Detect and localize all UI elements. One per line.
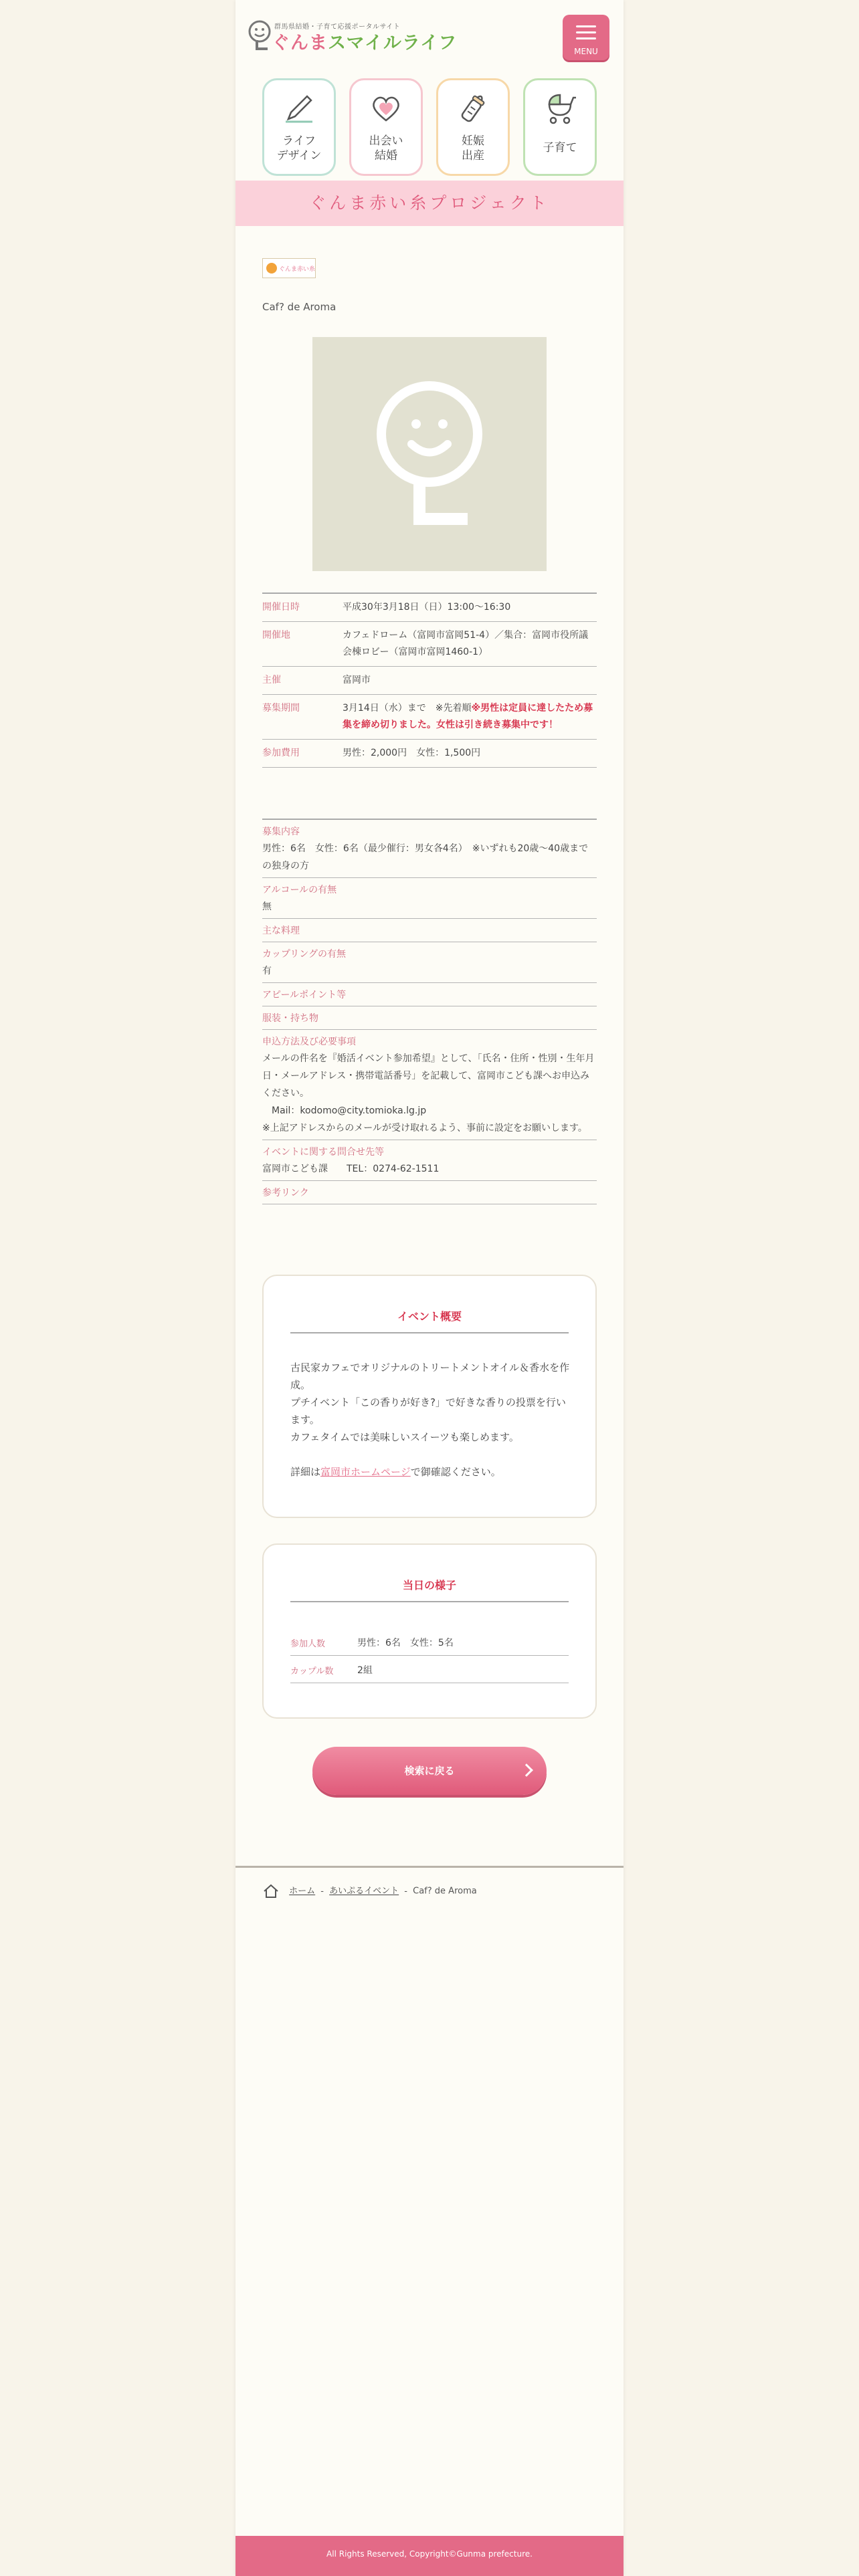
menu-label: MENU bbox=[574, 47, 598, 56]
info-label: 主催 bbox=[262, 675, 281, 685]
category-label: ライフ デザイン bbox=[276, 134, 322, 163]
detail-text: 富岡市こども課 TEL：0274-62-1511 bbox=[262, 1164, 440, 1174]
overview-text: 古民家カフェでオリジナルのトリートメントオイル＆香水を作成。 プチイベント「この香りが好き?」で好きな香りの投票を行います。 カフェタイムでは美味しいスイーツも楽しめます。 詳細は富岡市ホームページで御確認ください。 bbox=[290, 1362, 570, 1478]
page bbox=[235, 0, 624, 2576]
project-badge: ぐんま赤い糸 bbox=[262, 258, 316, 278]
detail-heading: 募集内容 bbox=[262, 827, 300, 837]
menu-button[interactable] bbox=[563, 15, 609, 60]
pencil-icon bbox=[280, 90, 318, 127]
category-label: 出会い 結婚 bbox=[369, 134, 403, 163]
info-value: 富岡市 bbox=[343, 675, 371, 685]
breadcrumb-current: Caf? de Aroma bbox=[413, 1886, 477, 1897]
site-tagline: 群馬県結婚・子育て応援ポータルサイト bbox=[274, 23, 401, 31]
detail-alcohol bbox=[262, 878, 597, 919]
breadcrumb-home-link[interactable]: ホーム bbox=[289, 1886, 316, 1897]
detail-dress bbox=[262, 1006, 597, 1030]
category-meeting-marriage[interactable] bbox=[349, 78, 423, 176]
info-row-venue bbox=[262, 622, 597, 667]
detail-heading: 主な料理 bbox=[262, 926, 300, 936]
event-details-list bbox=[262, 819, 597, 1204]
divider bbox=[290, 1332, 569, 1333]
report-label: 参加人数 bbox=[290, 1639, 326, 1649]
home-icon bbox=[262, 1883, 280, 1899]
detail-heading: イベントに関する問合せ先等 bbox=[262, 1147, 384, 1158]
tomioka-city-link[interactable]: 富岡市ホームページ bbox=[320, 1466, 411, 1478]
page-title: ぐんま赤い糸プロジェクト bbox=[235, 181, 624, 226]
detail-text: メールの件名を『婚活イベント参加希望』として、「氏名・住所・性別・生年月日・メールアドレス・携帯電話番号」を記載して、富岡市こども課へお申込みください。 Mail：kodomo@city.tomioka.lg.jp ※上記アドレスからのメールが受け取れるよう、事前に設定をお願いします。 bbox=[262, 1053, 595, 1134]
info-row-fee bbox=[262, 740, 597, 768]
info-value: 男性：2,000円 女性：1,500円 bbox=[343, 748, 481, 758]
event-photo-placeholder bbox=[312, 337, 547, 571]
badge-heart-icon bbox=[266, 263, 277, 274]
detail-heading: カップリングの有無 bbox=[262, 949, 347, 960]
report-row-couples bbox=[290, 1656, 569, 1683]
info-row-organizer bbox=[262, 667, 597, 695]
back-to-search-button[interactable] bbox=[312, 1747, 547, 1795]
hamburger-icon bbox=[576, 25, 596, 43]
site-footer bbox=[235, 2536, 624, 2576]
baby-bottle-icon bbox=[454, 90, 492, 127]
detail-appeal bbox=[262, 983, 597, 1006]
stroller-icon bbox=[541, 90, 579, 127]
smile-logo-icon bbox=[248, 20, 272, 51]
category-label: 子育て bbox=[543, 141, 577, 154]
detail-text: 有 bbox=[262, 966, 272, 976]
detail-links bbox=[262, 1181, 597, 1204]
detail-heading: 申込方法及び必要事項 bbox=[262, 1037, 356, 1047]
info-value: カフェドローム（富岡市富岡51-4）／集合：富岡市役所議会棟ロビー（富岡市富岡1460-1） bbox=[343, 630, 589, 657]
detail-food bbox=[262, 919, 597, 942]
category-nav bbox=[262, 78, 597, 179]
info-label: 募集期間 bbox=[262, 703, 300, 714]
detail-text: 男性：6名 女性：6名（最少催行：男女各4名） ※いずれも20歳〜40歳までの独身の方 bbox=[262, 843, 589, 871]
closed-warning: ※男性は定員に達したため募集を締め切りました。女性は引き続き募集中です！ bbox=[343, 703, 593, 730]
detail-heading: 参考リンク bbox=[262, 1188, 309, 1198]
breadcrumb-events-link[interactable]: あいぷるイベント bbox=[329, 1886, 399, 1897]
info-label: 参加費用 bbox=[262, 748, 300, 758]
detail-heading: アルコールの有無 bbox=[262, 885, 337, 895]
day-report-card bbox=[262, 1543, 597, 1719]
event-title: Caf? de Aroma bbox=[262, 301, 337, 313]
card-title: イベント概要 bbox=[397, 1310, 462, 1323]
info-label: 開催日時 bbox=[262, 602, 300, 613]
site-header bbox=[235, 0, 624, 70]
breadcrumb: ホーム - あいぷるイベント - Caf? de Aroma bbox=[262, 1883, 477, 1899]
site-brand: ぐんまスマイルライフ bbox=[272, 33, 458, 53]
smile-logo-placeholder-icon bbox=[312, 337, 547, 571]
category-label: 妊娠 出産 bbox=[462, 134, 484, 163]
info-value: 3月14日（水）まで ※先着順※男性は定員に達したため募集を締め切りました。女性は引き続き募集中です！ bbox=[343, 703, 593, 730]
category-pregnancy-birth[interactable] bbox=[436, 78, 510, 176]
detail-heading: 服装・持ち物 bbox=[262, 1013, 318, 1024]
copyright: All Rights Reserved, Copyright©Gunma prefecture. bbox=[326, 2549, 533, 2559]
event-info-table bbox=[262, 593, 597, 768]
event-overview-card bbox=[262, 1275, 597, 1518]
card-title: 当日の様子 bbox=[402, 1579, 456, 1592]
detail-application bbox=[262, 1030, 597, 1140]
info-label: 開催地 bbox=[262, 630, 290, 641]
info-value: 平成30年3月18日（日）13:00〜16:30 bbox=[343, 602, 511, 613]
detail-recruitment bbox=[262, 820, 597, 878]
info-row-period bbox=[262, 695, 597, 740]
detail-text: 無 bbox=[262, 901, 272, 912]
divider bbox=[290, 1601, 569, 1602]
hearts-icon bbox=[367, 90, 405, 127]
report-value: 男性：6名 女性：5名 bbox=[357, 1638, 454, 1648]
category-childcare[interactable] bbox=[523, 78, 597, 176]
detail-heading: アピールポイント等 bbox=[262, 990, 347, 1000]
footer-divider bbox=[235, 1866, 624, 1868]
category-life-design[interactable] bbox=[262, 78, 336, 176]
report-label: カップル数 bbox=[290, 1667, 334, 1677]
report-row-participants bbox=[290, 1628, 569, 1656]
detail-contact bbox=[262, 1140, 597, 1181]
detail-coupling bbox=[262, 942, 597, 983]
info-row-date bbox=[262, 594, 597, 622]
report-value: 2組 bbox=[357, 1665, 373, 1676]
back-button-label: 検索に戻る bbox=[404, 1765, 455, 1777]
